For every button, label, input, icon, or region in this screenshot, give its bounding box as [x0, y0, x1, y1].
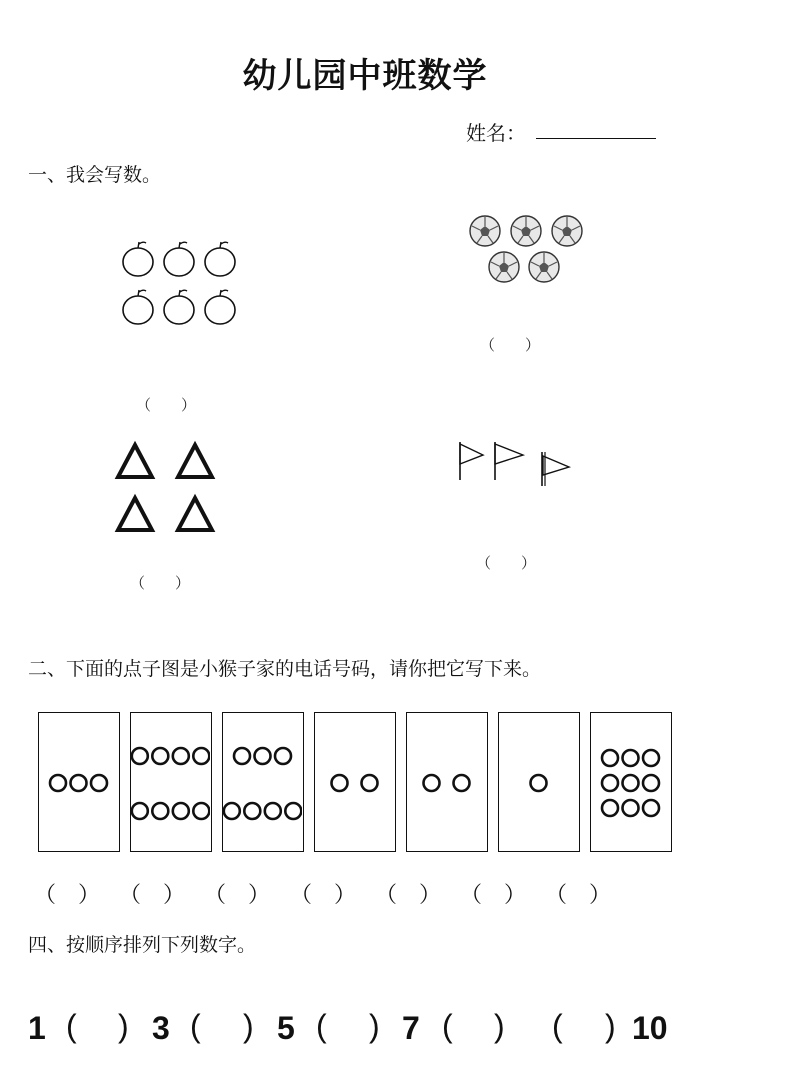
apple-icon [123, 242, 153, 276]
dot [265, 803, 281, 819]
phone-digit-card [590, 712, 672, 852]
soccer-ball-icon [511, 216, 541, 246]
phone-digit-answer[interactable]: （ ） [204, 883, 271, 908]
dot [454, 775, 470, 791]
dot [132, 803, 148, 819]
phone-digit-answer[interactable]: （ ） [460, 883, 527, 908]
dot [152, 803, 168, 819]
dot [234, 748, 250, 764]
soccer-ball-group [466, 212, 590, 288]
phone-digit-answer[interactable]: （ ） [375, 883, 442, 908]
dot [643, 775, 659, 791]
triangle-icon [118, 445, 152, 477]
dot [173, 803, 189, 819]
apple-icon [123, 290, 153, 324]
worksheet-title: 幼儿园中班数学 [242, 56, 488, 96]
triangle-icon [178, 445, 212, 477]
flag-icon [460, 442, 483, 480]
sequence-number: 10 [632, 1010, 668, 1046]
dot [132, 748, 148, 764]
answer-triangles[interactable]: （ ） [130, 574, 191, 592]
apple-icon [164, 290, 194, 324]
flag-icon [542, 452, 569, 486]
dot [332, 775, 348, 791]
answer-flags[interactable]: （ ） [476, 554, 537, 572]
sequence-number: 3 [152, 1010, 170, 1046]
name-field-line[interactable] [536, 138, 656, 139]
phone-digit-card [314, 712, 396, 852]
dot [152, 748, 168, 764]
dot [50, 775, 66, 791]
phone-digit-answer[interactable]: （ ） [545, 883, 612, 908]
dot [193, 748, 209, 764]
dot [71, 775, 87, 791]
soccer-ball-icon [470, 216, 500, 246]
sequence-number: 1 [28, 1010, 46, 1046]
dot [255, 748, 271, 764]
apple-icon [164, 242, 194, 276]
triangle-group [110, 440, 220, 540]
section1-heading: 一、我会写数。 [28, 164, 162, 186]
sequence-number: 5 [277, 1010, 295, 1046]
soccer-ball-icon [552, 216, 582, 246]
dot [173, 748, 189, 764]
triangle-icon [118, 498, 152, 530]
answer-apples[interactable]: （ ） [136, 396, 197, 414]
apple-group [112, 238, 242, 330]
phone-digit-card [38, 712, 120, 852]
soccer-ball-icon [529, 252, 559, 282]
dot [643, 800, 659, 816]
phone-digit-card [498, 712, 580, 852]
dot [643, 750, 659, 766]
flag-icon [495, 442, 523, 480]
dot [531, 775, 547, 791]
dot [623, 775, 639, 791]
dot [285, 803, 301, 819]
triangle-icon [178, 498, 212, 530]
answer-soccer-balls[interactable]: （ ） [480, 336, 541, 354]
dot [602, 800, 618, 816]
dot [275, 748, 291, 764]
apple-icon [205, 290, 235, 324]
phone-digit-card [222, 712, 304, 852]
flag-group [455, 438, 580, 486]
phone-digit-answer[interactable]: （ ） [290, 883, 357, 908]
phone-digit-card [130, 712, 212, 852]
phone-digit-answer[interactable]: （ ） [34, 883, 101, 908]
dot [623, 800, 639, 816]
phone-digit-answer[interactable]: （ ） [119, 883, 186, 908]
apple-icon [205, 242, 235, 276]
dot [91, 775, 107, 791]
name-label: 姓名： [466, 121, 526, 145]
dot [224, 803, 240, 819]
dot [193, 803, 209, 819]
dot [244, 803, 260, 819]
section4-heading: 四、按顺序排列下列数字。 [28, 934, 257, 956]
soccer-ball-icon [489, 252, 519, 282]
dot [362, 775, 378, 791]
dot [623, 750, 639, 766]
phone-digit-card [406, 712, 488, 852]
dot [602, 750, 618, 766]
dot [602, 775, 618, 791]
sequence-number: 7 [402, 1010, 420, 1046]
dot [424, 775, 440, 791]
section2-heading: 二、下面的点子图是小猴子家的电话号码，请你把它写下来。 [28, 658, 542, 680]
